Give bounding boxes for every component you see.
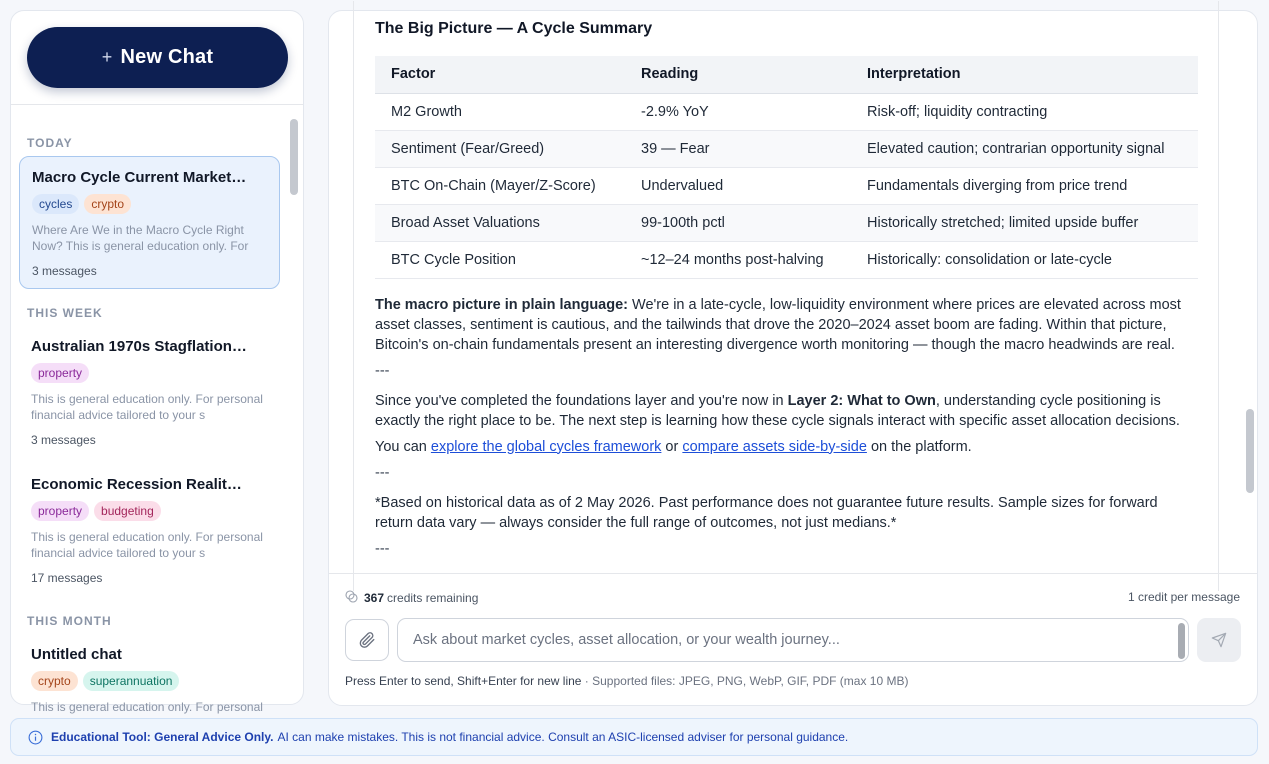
chat-tags	[31, 363, 268, 383]
links-text: You can	[375, 438, 431, 455]
layer-text: , understanding cycle positioning is exactly the right place to be. The next step is learning how these cycle signals interact with specific asset allocation decisions.	[375, 392, 1180, 429]
section-heading: The Big Picture — A Cycle Summary	[375, 20, 653, 37]
chat-list	[11, 105, 289, 714]
table-row	[375, 93, 1198, 130]
assistant-message	[353, 1, 1219, 591]
new-chat-label: New Chat	[120, 46, 214, 68]
attach-file-button[interactable]	[345, 619, 389, 661]
chat-item[interactable]	[19, 464, 280, 594]
message-input[interactable]	[398, 619, 1168, 661]
table-cell: Broad Asset Valuations	[375, 204, 625, 241]
credits-status	[345, 590, 478, 606]
explore-cycles-link[interactable]: explore the global cycles framework	[430, 438, 662, 455]
table-row	[375, 204, 1198, 241]
column-header: Factor	[375, 56, 625, 93]
message-count: 3 messages	[31, 433, 96, 447]
credit-rate: 1 credit per message	[1127, 590, 1240, 604]
sidebar	[10, 10, 304, 714]
macro-text: We're in a late-cycle, low-liquidity environment where prices are elevated across most asset classes, sentiment is cautious, and the tailwinds that drove the 2020–2024 asset boom are fading. Within that picture, Bitcoin's on-chain fundamentals present an interesting divergence worth monitoring — though the macro headwinds are real.	[375, 296, 1181, 353]
message-count: 17 messages	[31, 571, 103, 585]
banner-text: AI can make mistakes. This is not financial advice. Consult an ASIC-licensed adviser for personal guidance.	[277, 730, 849, 744]
section-label-today: TODAY	[27, 136, 73, 150]
tag: budgeting	[94, 501, 161, 521]
table-row	[375, 167, 1198, 204]
chat-preview: Where Are We in the Macro Cycle Right Now? This is general education only. For	[32, 223, 249, 253]
column-header: Interpretation	[851, 56, 1198, 93]
table-cell: 99-100th pctl	[625, 204, 851, 241]
table-row	[375, 241, 1198, 278]
chat-title: Macro Cycle Current Market…	[32, 169, 247, 186]
chat-tags	[31, 671, 268, 691]
table-cell: Elevated caution; contrarian opportunity signal	[851, 130, 1198, 167]
tag: cycles	[32, 194, 79, 214]
send-icon	[1211, 632, 1227, 648]
column-header: Reading	[625, 56, 851, 93]
cycle-summary-table	[375, 56, 1198, 279]
macro-bold: The macro picture in plain language:	[375, 296, 628, 313]
composer-hint	[345, 674, 908, 688]
table-cell: Historically: consolidation or late-cycle	[851, 241, 1198, 278]
table-cell: -2.9% YoY	[625, 93, 851, 130]
separator: ---	[375, 464, 390, 481]
layer-text: Since you've completed the foundations layer and you're now in	[375, 392, 788, 409]
input-scrollbar[interactable]	[1178, 623, 1185, 659]
message-scrollbar[interactable]	[1243, 11, 1257, 573]
table-cell: M2 Growth	[375, 93, 625, 130]
tag: property	[31, 501, 89, 521]
message-scrollbar-thumb[interactable]	[1246, 409, 1254, 493]
banner-strong: Educational Tool: General Advice Only.	[51, 730, 274, 744]
chat-preview: This is general education only. For personal	[31, 700, 263, 714]
sidebar-scrollbar[interactable]	[287, 105, 301, 706]
table-cell: BTC On-Chain (Mayer/Z-Score)	[375, 167, 625, 204]
keyboard-hint: Press Enter to send, Shift+Enter for new line	[345, 674, 582, 688]
table-header-row	[375, 56, 1198, 93]
disclaimer-banner	[10, 718, 1258, 756]
links-text: or	[661, 438, 683, 455]
supported-files: · Supported files: JPEG, PNG, WebP, GIF, PDF (max 10 MB)	[581, 674, 909, 688]
credits-label: credits remaining	[387, 591, 479, 605]
links-text: on the platform.	[866, 438, 972, 455]
message-content	[375, 19, 1198, 559]
send-button[interactable]	[1197, 618, 1241, 662]
table-cell: Fundamentals diverging from price trend	[851, 167, 1198, 204]
composer-divider	[329, 573, 1257, 574]
table-cell: Historically stretched; limited upside buffer	[851, 204, 1198, 241]
disclaimer-paragraph: *Based on historical data as of 2 May 2026. Past performance does not guarantee future results. Sample sizes for forward return data vary — always consider the full range of outcomes, not just medians.*	[375, 494, 1158, 531]
macro-paragraph	[375, 295, 1198, 355]
compare-assets-link[interactable]: compare assets side-by-side	[682, 438, 867, 455]
chat-tags	[31, 501, 268, 521]
table-cell: ~12–24 months post-halving	[625, 241, 851, 278]
table-cell: 39 — Fear	[625, 130, 851, 167]
separator: ---	[375, 540, 390, 557]
layer-bold: Layer 2: What to Own	[787, 392, 936, 409]
table-cell: BTC Cycle Position	[375, 241, 625, 278]
tag: superannuation	[83, 671, 180, 691]
table-cell: Undervalued	[625, 167, 851, 204]
table-row	[375, 130, 1198, 167]
section-label-this-week: THIS WEEK	[27, 306, 103, 320]
chat-title: Economic Recession Realit…	[31, 476, 242, 493]
tag: property	[31, 363, 89, 383]
chat-item[interactable]	[19, 326, 280, 456]
message-area	[329, 11, 1259, 573]
sidebar-scrollbar-thumb[interactable]	[290, 119, 298, 195]
layer-paragraph	[375, 391, 1198, 431]
chat-item[interactable]	[19, 156, 280, 289]
chat-tags	[32, 194, 267, 214]
credits-value: 367	[364, 591, 385, 605]
plus-icon: +	[101, 47, 113, 67]
chat-title: Australian 1970s Stagflation…	[31, 338, 247, 355]
tag: crypto	[31, 671, 78, 691]
links-paragraph	[375, 437, 1198, 457]
table-cell: Risk-off; liquidity contracting	[851, 93, 1198, 130]
paperclip-icon	[358, 631, 376, 649]
message-count: 3 messages	[32, 264, 97, 278]
separator: ---	[375, 362, 390, 379]
chat-panel	[328, 10, 1258, 706]
tag: crypto	[84, 194, 131, 214]
new-chat-button[interactable]	[27, 27, 288, 88]
chat-preview: This is general education only. For personal financial advice tailored to your s	[31, 530, 263, 560]
chat-preview: This is general education only. For personal financial advice tailored to your s	[31, 392, 263, 422]
section-label-this-month: THIS MONTH	[27, 614, 112, 628]
chat-title: Untitled chat	[31, 646, 122, 663]
credits-icon	[345, 590, 358, 606]
message-input-box[interactable]	[397, 618, 1189, 662]
info-icon	[28, 730, 43, 745]
table-cell: Sentiment (Fear/Greed)	[375, 130, 625, 167]
